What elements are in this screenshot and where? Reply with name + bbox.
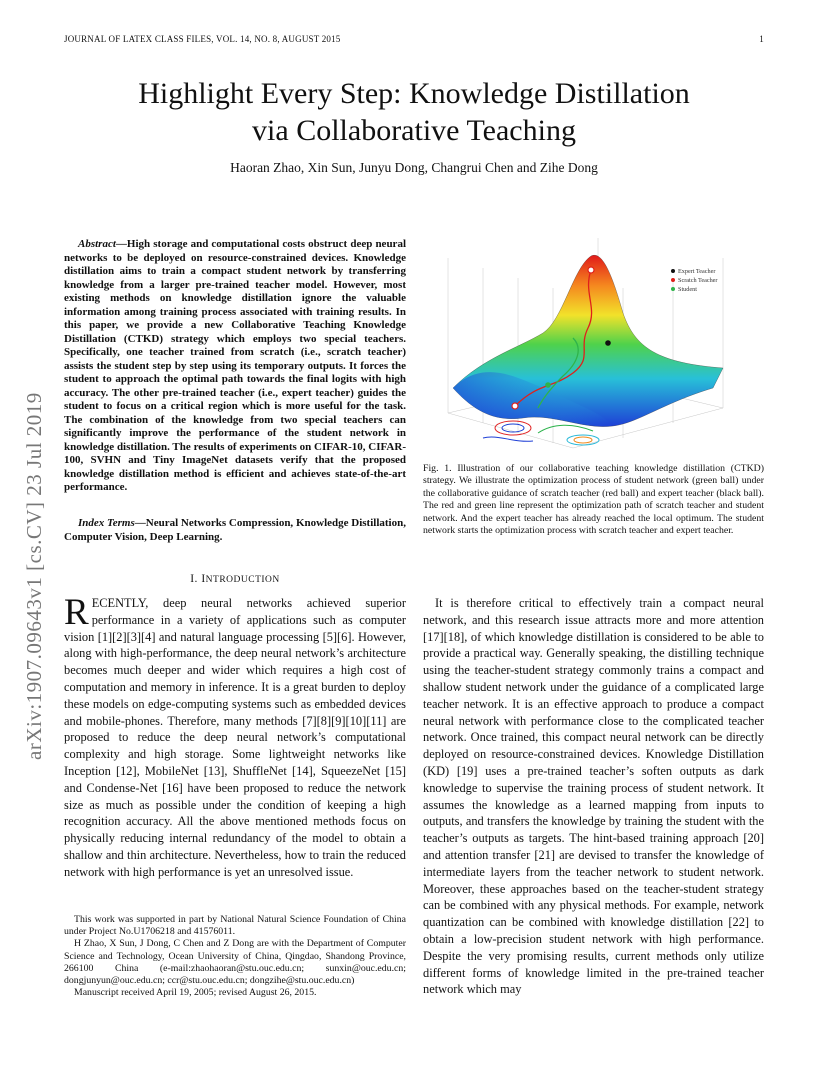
legend-student-label: Student (678, 286, 697, 293)
drop-cap: R (64, 592, 89, 633)
figure-caption: Fig. 1. Illustration of our collaborative teaching knowledge distillation (CTKD) strategy. We illustrate the optimization process of student network (green ball) under the collaborative guidance of scratch teacher (red ball) and expert teacher (black ball). The red and green line represent the optimization path of scratch teacher and student network. And the expert teacher has already reached the local optimum. The student network starts the optimization process with scratch teacher and expert teacher. (423, 463, 764, 537)
author-list: Haoran Zhao, Xin Sun, Junyu Dong, Changrui Chen and Zihe Dong (230, 160, 598, 175)
abstract-label: Abstract (78, 238, 116, 250)
section-rest: NTRODUCTION (205, 575, 280, 585)
end-ball (512, 403, 518, 409)
title-line-2: via Collaborative Teaching (252, 114, 576, 147)
paper-title (64, 75, 764, 149)
legend-scratch-label: Scratch Teacher (678, 277, 718, 284)
legend-student-dot (671, 287, 675, 291)
legend (671, 268, 717, 293)
legend-scratch-dot (671, 278, 675, 282)
footnotes (64, 914, 406, 999)
intro-text: ECENTLY, deep neural networks achieved superior performance in a variety of applications such as computer vision [1][2][3][4] and natural language processing [5][6]. However, along with high-performance, the deep neural network’s architecture becomes much deeper and wider which requires a high cost of computation and memory in inference. It is a great burden to deploy these models on edge-computing systems such as embedded devices and mobile-phones. Therefore, many methods [7][8][9][10][11] are proposed to reduce the deep neural network’s computational complexity and high storage. Some lightweight networks like Inception [12], MobileNet [13], ShuffleNet [14], SqueezeNet [15] and Condense-Net [16] have been proposed to reduce the network size as much as possible under the condition of keeping a high recognition accuracy. All the above mentioned methods focus on physically reducing internal redundancy of the model to obtain a shallow and thin architecture. Nevertheless, how to train the reduced network with high performance is yet an unresolved issue. (64, 596, 406, 879)
index-terms-label: Index Terms (78, 517, 135, 529)
section-number: I. (190, 573, 198, 585)
intro-paragraph (64, 592, 406, 881)
footnote-funding: This work was supported in part by National Natural Science Foundation of China under Project No.U1706218 and 41576011. (64, 914, 406, 938)
legend-expert-label: Expert Teacher (678, 268, 716, 275)
index-terms (64, 517, 406, 544)
footnote-manuscript: Manuscript received April 19, 2005; revised August 26, 2015. (74, 987, 317, 999)
abstract-text: —High storage and computational costs obstruct deep neural networks to be deployed on resource-constrained devices. Knowledge distillation aims to train a compact student network by transferring knowledge from a larger pre-trained teacher model. However, most existing methods on knowledge distillation ignore the valuable information among training process associated with training results. In this paper, we provide a new Collaborative Teaching Knowledge Distillation (CTKD) strategy which employs two special teachers. Specifically, one teacher trained from scratch (i.e., scratch teacher) assists the student step by step using its temporary outputs. It forces the student to approach the optimal path towards the final logits with high accuracy. The other pre-trained teacher (i.e., expert teacher) guides the student to focus on a critical region which is more useful for the task. The combination of the knowledge from two special teachers can significantly improve the performance of the student network in knowledge distillation. The results of experiments on CIFAR-10, CIFAR-100, SVHN and Tiny ImageNet datasets verify that the proposed knowledge distillation method is efficient and achieves state-of-the-art performance. (64, 238, 406, 493)
expert-teacher-ball (605, 340, 611, 346)
abstract (64, 238, 406, 495)
loss-surface-illustration (423, 238, 764, 453)
right-column-paragraph: It is therefore critical to effectively train a compact neural network, and this research issue attracts more and more attention [17][18], of which knowledge distillation is considered to be able to provide a practical way. Generally speaking, the distilling technique using the teacher-student strategy commonly trains a compact and shallow student network under the guidance of a complicated large teacher network. It is an effective approach to produce a compact neural network with performance close to the complicated teacher network. Once trained, this compact neural network can be directly deployed on resource-constrained devices. Knowledge Distillation (KD) [19] uses a pre-trained teacher’s soften outputs as dark knowledge to supervise the training process of student network. It assumes the knowledge as a learned mapping from inputs to outputs, and transfers the knowledge by training the student with the teacher’s outputs as targets. The hint-based training approach [20] and attention transfer [21] are devised to transfer the knowledge of intermediate layers from the teacher network to student network. Moreover, these approaches based on the teacher-student strategy can be combined with any physical methods. For example, network quantization can be combined with knowledge distillation [22] to obtain a low-precision student network with high performance. Despite the very promising results, current methods only utilize different forms of knowledge limited in the pre-trained teacher network which may (423, 596, 764, 997)
student-ball (545, 382, 551, 388)
footnote-affiliation: H Zhao, X Sun, J Dong, C Chen and Z Dong are with the Department of Computer Science and Technology, Ocean University of China, Qingdao, Shandong Province, 266100 China (e-mail:zhaohaoran@stu.ouc.edu.cn; sunxin@ouc.edu.cn; dongjunyun@ouc.edu.cn; ccr@stu.ouc.edu.cn; dongzihe@stu.ouc.edu.cn) (64, 938, 406, 987)
section-heading (64, 573, 406, 585)
index-terms-text: —Neural Networks Compression, Knowledge Distillation, Computer Vision, Deep Learning. (64, 517, 406, 543)
running-header (64, 34, 764, 44)
section-first-letter: I (201, 573, 206, 585)
title-line-1: Highlight Every Step: Knowledge Distillation (138, 77, 690, 110)
scratch-teacher-ball (588, 267, 594, 273)
legend-expert-dot (671, 269, 675, 273)
figure-1 (423, 238, 764, 453)
journal-name: JOURNAL OF LATEX CLASS FILES, VOL. 14, NO. 8, AUGUST 2015 (64, 34, 341, 44)
contour-lines (483, 421, 599, 445)
arxiv-stamp: arXiv:1907.09643v1 [cs.CV] 23 Jul 2019 (22, 392, 46, 760)
page-number: 1 (759, 34, 764, 44)
